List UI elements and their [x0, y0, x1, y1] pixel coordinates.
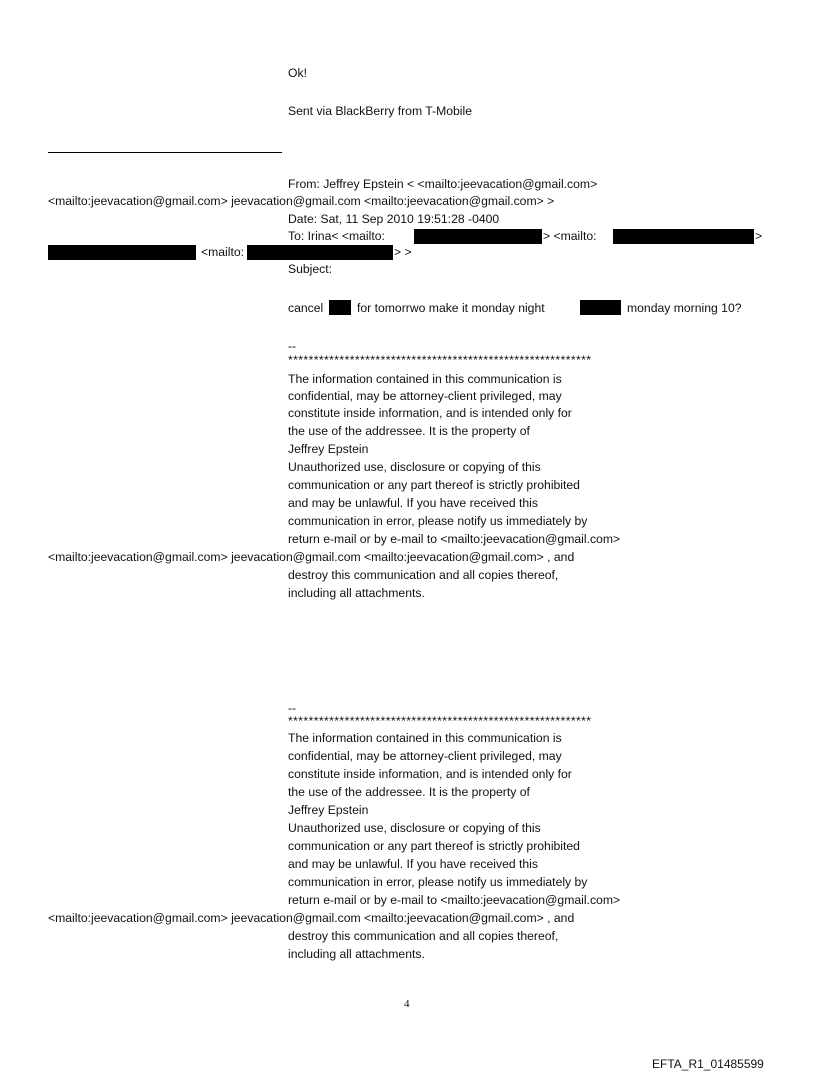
header-subject: Subject:	[288, 262, 333, 276]
header-to-close: > >	[394, 245, 412, 259]
redaction-box	[613, 229, 754, 244]
redaction-box	[329, 300, 351, 315]
disclaimer-line: Unauthorized use, disclosure or copying of this	[288, 821, 541, 835]
header-from-line: From: Jeffrey Epstein < <mailto:jeevacation@gmail.com>	[288, 177, 598, 191]
disclaimer-line: confidential, may be attorney-client privileged, may	[288, 749, 562, 763]
disclaimer-line: constitute inside information, and is intended only for	[288, 767, 572, 781]
disclaimer-line: constitute inside information, and is intended only for	[288, 406, 572, 420]
disclaimer-line: Jeffrey Epstein	[288, 803, 369, 817]
header-to-mailto: <mailto:	[201, 245, 245, 259]
redaction-box	[580, 300, 621, 315]
redaction-box	[247, 245, 393, 260]
header-to-prefix: To: Irina< <mailto:	[288, 229, 385, 243]
separator-line	[48, 152, 282, 153]
disclaimer-line: the use of the addressee. It is the property of	[288, 424, 530, 438]
disclaimer-line: and may be unlawful. If you have received this	[288, 857, 538, 871]
page-number: 4	[404, 998, 410, 1010]
bates-number: EFTA_R1_01485599	[652, 1057, 764, 1071]
disclaimer-line: return e-mail or by e-mail to <mailto:jeevacation@gmail.com>	[288, 532, 621, 546]
body-part-1: cancel	[288, 301, 324, 315]
disclaimer-line: communication or any part thereof is strictly prohibited	[288, 839, 580, 853]
reply-text: Ok!	[288, 66, 307, 80]
header-to-separator: > <mailto:	[543, 229, 597, 243]
disclaimer-line: including all attachments.	[288, 947, 425, 961]
disclaimer-line: including all attachments.	[288, 586, 425, 600]
disclaimer-line: <mailto:jeevacation@gmail.com> jeevacation@gmail.com <mailto:jeevacation@gmail.com> , and	[48, 911, 575, 925]
redaction-box	[48, 245, 196, 260]
disclaimer-line: confidential, may be attorney-client privileged, may	[288, 389, 562, 403]
header-from-line-continued: <mailto:jeevacation@gmail.com> jeevacation@gmail.com <mailto:jeevacation@gmail.com> >	[48, 194, 555, 208]
disclaimer-line: the use of the addressee. It is the property of	[288, 785, 530, 799]
disclaimer-line: The information contained in this communication is	[288, 731, 562, 745]
disclaimer-line: communication or any part thereof is strictly prohibited	[288, 478, 580, 492]
disclaimer-line: Jeffrey Epstein	[288, 442, 369, 456]
disclaimer-line: return e-mail or by e-mail to <mailto:jeevacation@gmail.com>	[288, 893, 621, 907]
disclaimer-dash: --	[288, 701, 297, 715]
disclaimer-line: destroy this communication and all copies thereof,	[288, 568, 559, 582]
disclaimer-stars: ***********************************************************	[288, 714, 592, 728]
header-to-end: >	[755, 229, 763, 243]
disclaimer-line: communication in error, please notify us immediately by	[288, 875, 588, 889]
disclaimer-line: communication in error, please notify us immediately by	[288, 514, 588, 528]
reply-signature: Sent via BlackBerry from T-Mobile	[288, 104, 473, 118]
disclaimer-line: Unauthorized use, disclosure or copying of this	[288, 460, 541, 474]
body-part-3: monday morning 10?	[627, 301, 742, 315]
disclaimer-line: destroy this communication and all copies thereof,	[288, 929, 559, 943]
body-part-2: for tomorrwo make it monday night	[357, 301, 545, 315]
disclaimer-line: and may be unlawful. If you have received this	[288, 496, 538, 510]
disclaimer-line: The information contained in this communication is	[288, 372, 562, 386]
disclaimer-line: <mailto:jeevacation@gmail.com> jeevacation@gmail.com <mailto:jeevacation@gmail.com> , and	[48, 550, 575, 564]
disclaimer-dash: --	[288, 339, 297, 353]
redaction-box	[414, 229, 542, 244]
header-date: Date: Sat, 11 Sep 2010 19:51:28 -0400	[288, 212, 500, 226]
disclaimer-stars: ***********************************************************	[288, 353, 592, 367]
